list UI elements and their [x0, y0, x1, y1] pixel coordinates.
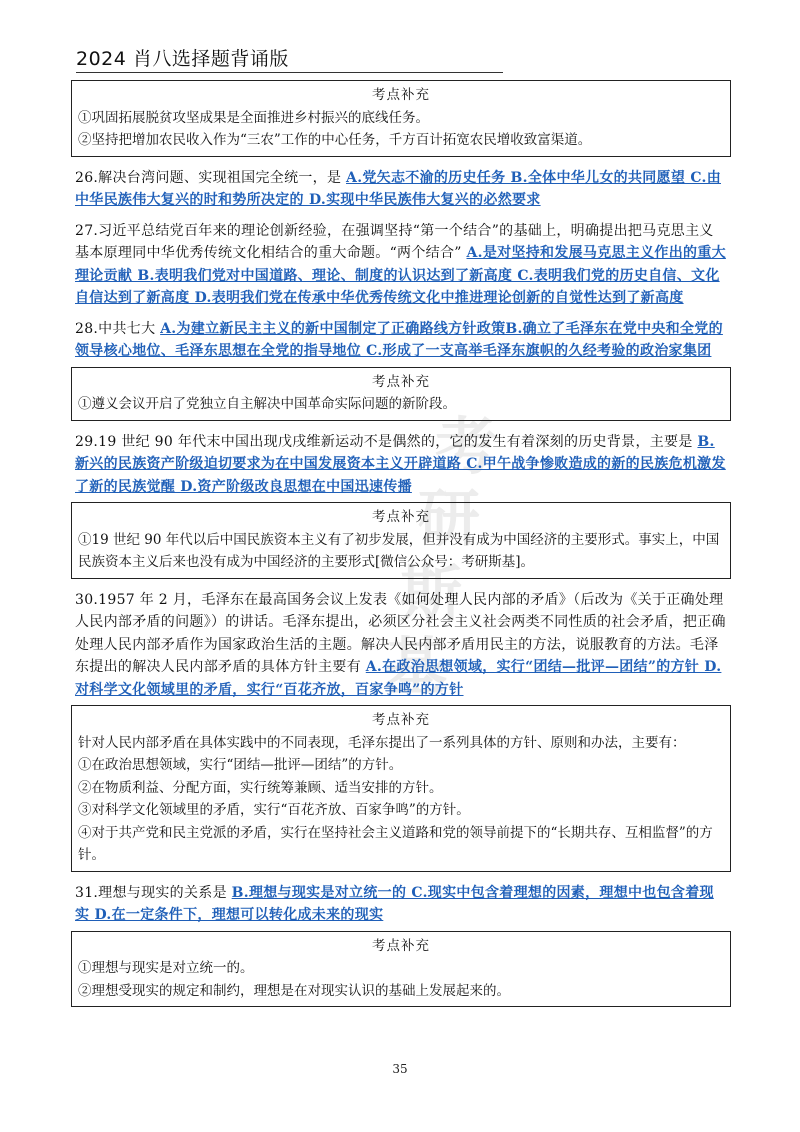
- supplement-line: ②在物质利益、分配方面，实行统筹兼顾、适当安排的方针。: [78, 779, 443, 796]
- watermark-char-4: 基: [385, 630, 448, 703]
- question-28: [71, 318, 731, 363]
- watermark-char-2: 研: [418, 482, 481, 555]
- question-answer: A.为建立新民主主义的新中国制定了正确路线方针政策B.确立了毛泽东在党中央和全党的领导核心地位、毛泽东思想在全党的指导地位 C.形成了一支高举毛泽东旗帜的久经考验的政治家集团: [75, 320, 723, 359]
- supplement-line: ④对于共产党和民主党派的矛盾，实行在坚持社会主义道路和党的领导前提下的“长期共存、互相监督”的方针。: [78, 824, 713, 863]
- question-stem: 30.1957 年 2 月，毛泽东在最高国务会议上发表《如何处理人民内部的矛盾》（后改为《关于正确处理人民内部矛盾的问题》）的讲话。毛泽东提出，必须区分社会主义社会两类不同性质的社会矛盾，把正确处理人民内部矛盾作为国家政治生活的主题。解决人民内部矛盾用民主的方法，说服教育的方法。毛泽东提出的解决人民内部矛盾的具体方针主要有: [75, 591, 726, 675]
- question-29: [71, 431, 731, 499]
- supplement-line: ①19 世纪 90 年代以后中国民族资本主义有了初步发展，但并没有成为中国经济的主要形式。事实上，中国民族资本主义后来也没有成为中国经济的主要形式[微信公众号：考研斯基]。: [78, 531, 720, 570]
- supplement-line: ①巩固拓展脱贫攻坚成果是全面推进乡村振兴的底线任务。: [78, 109, 429, 126]
- supplement-box: [71, 931, 731, 1008]
- supplement-box: [71, 502, 731, 579]
- page-number: 35: [392, 1062, 408, 1076]
- question-stem: 29.19 世纪 90 年代末中国出现戊戌维新运动不是偶然的，它的发生有着深刻的历史背景，主要是: [75, 433, 693, 450]
- question-answer: B.新兴的民族资产阶级迫切要求为在中国发展资本主义开辟道路 C.甲午战争惨败造成的新的民族危机激发了新的民族觉醒 D.资产阶级改良思想在中国迅速传播: [75, 433, 726, 495]
- question-26: [71, 167, 731, 212]
- question-30: [71, 589, 731, 702]
- question-stem: 28.中共七大: [75, 320, 156, 337]
- watermark-char-3: 斯: [400, 558, 463, 631]
- supplement-line: ①在政治思想领域，实行“团结—批评—团结”的方针。: [78, 757, 403, 773]
- supplement-box: [71, 367, 731, 421]
- supplement-line: ③对科学文化领域里的矛盾，实行“百花齐放、百家争鸣”的方针。: [78, 802, 470, 818]
- question-stem: 26.解决台湾问题、实现祖国完全统一，是: [75, 169, 342, 186]
- page-content: [71, 80, 731, 1007]
- question-answer: A.是对坚持和发展马克思主义作出的重大理论贡献 B.表明我们党对中国道路、理论、制度的认识达到了新高度 C.表明我们党的历史自信、文化自信达到了新高度 D.表明我们党在传承中华优秀传统文化中推进理论创新的自觉性达到了新高度: [75, 245, 726, 306]
- document-header: 2024 肖八选择题背诵版: [76, 48, 289, 70]
- question-answer: B.理想与现实是对立统一的 C.现实中包含着理想的因素，理想中也包含着现实 D.在一定条件下，理想可以转化成未来的现实: [75, 884, 714, 923]
- supplement-line: ②理想受现实的规定和制约，理想是在对现实认识的基础上发展起来的。: [78, 982, 510, 999]
- supplement-box-title: 考点补充: [372, 87, 430, 103]
- question-answer: A.在政治思想领域，实行“团结—批评—团结”的方针 D.对科学文化领域里的矛盾，实行“百花齐放，百家争鸣”的方针: [75, 659, 722, 698]
- supplement-box-title: 考点补充: [372, 937, 430, 954]
- supplement-line: ①理想与现实是对立统一的。: [78, 960, 254, 976]
- question-stem: 31.理想与现实的关系是: [75, 884, 227, 901]
- question-stem: 27.习近平总结党百年来的理论创新经验，在强调坚持“第一个结合”的基础上，明确提出把马克思主义基本原理同中华优秀传统文化相结合的重大命题。“两个结合”: [75, 222, 714, 261]
- question-31: [71, 882, 731, 927]
- watermark-char-1: 考: [435, 410, 498, 483]
- question-answer: A.党矢志不渝的历史任务 B.全体中华儿女的共同愿望 C.由中华民族伟大复兴的时和势所决定的 D.实现中华民族伟大复兴的必然要求: [75, 169, 721, 208]
- supplement-box: [71, 705, 731, 872]
- supplement-box-title: 考点补充: [372, 373, 430, 390]
- supplement-line: ②坚持把增加农民收入作为“三农”工作的中心任务，千方百计拓宽农民增收致富渠道。: [78, 132, 592, 148]
- supplement-box-title: 考点补充: [372, 712, 430, 728]
- supplement-box: [71, 80, 731, 157]
- question-27: [71, 220, 731, 310]
- supplement-line: 针对人民内部矛盾在具体实践中的不同表现，毛泽东提出了一系列具体的方针、原则和办法，主要有：: [78, 734, 686, 751]
- header-rule: [76, 72, 503, 73]
- supplement-box-title: 考点补充: [372, 509, 430, 525]
- supplement-line: ①遵义会议开启了党独立自主解决中国革命实际问题的新阶段。: [78, 396, 456, 412]
